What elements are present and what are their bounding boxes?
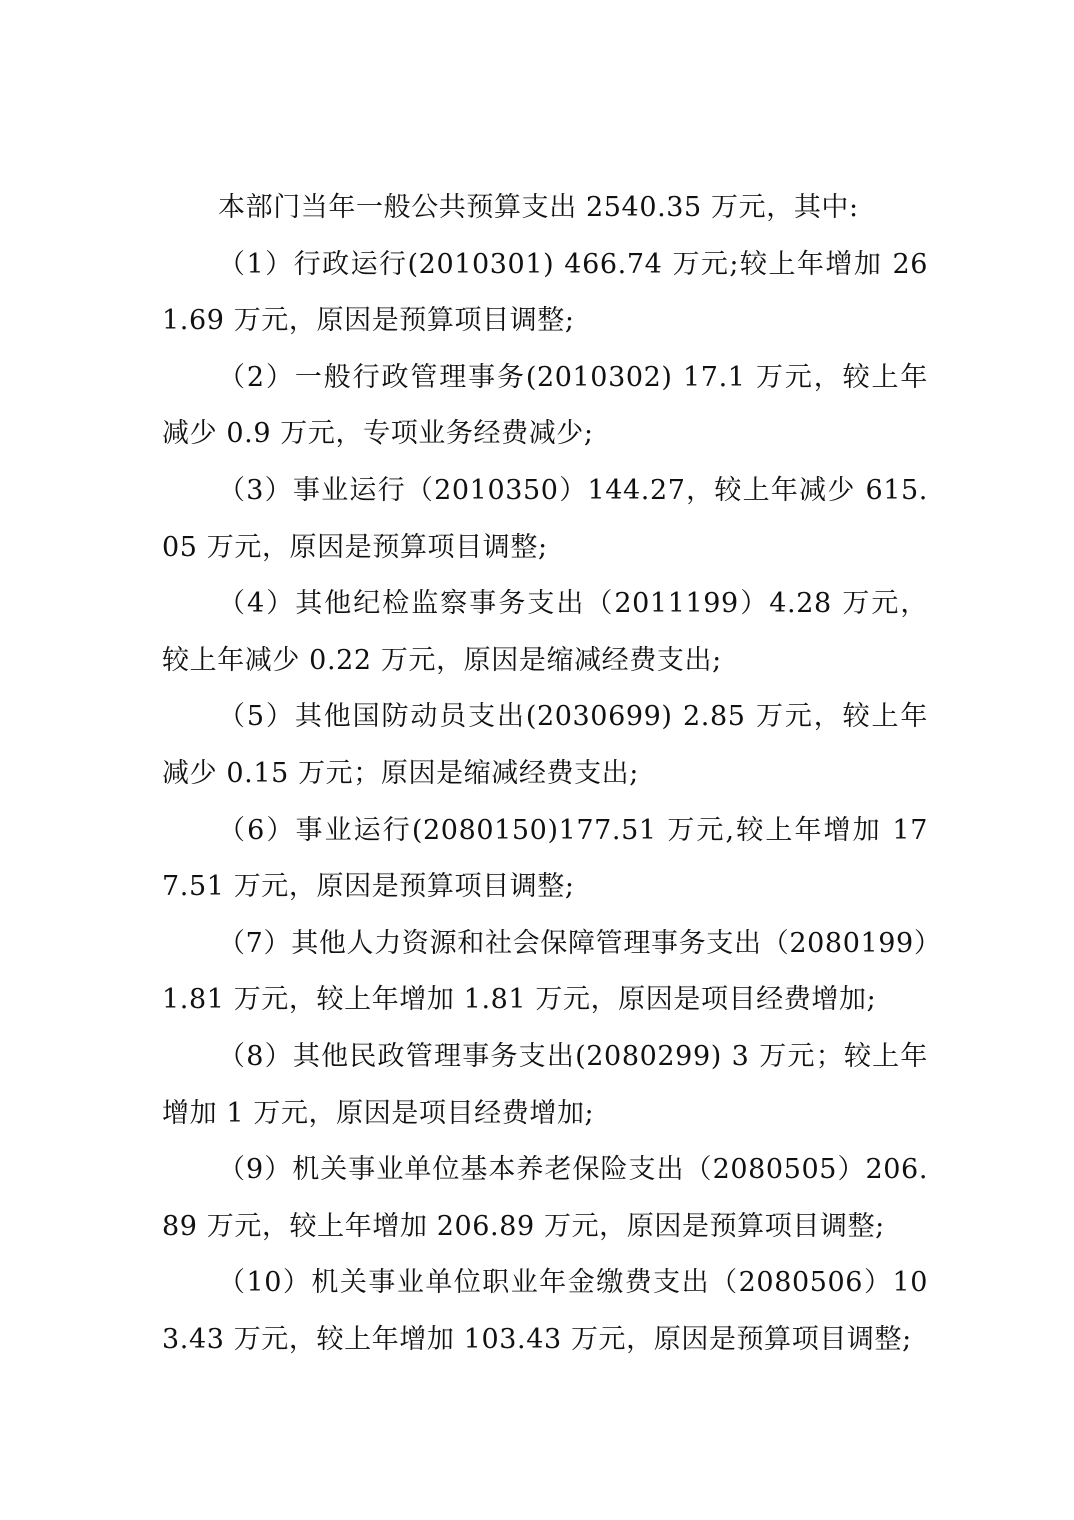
paragraph-item-2: （2）一般行政管理事务(2010302) 17.1 万元，较上年减少 0.9 万元，专项业务经费减少; [162,361,928,450]
paragraph-item-3: （3）事业运行（2010350）144.27，较上年减少 615.05 万元，原因是预算项目调整; [162,474,928,563]
paragraph-item-9: （9）机关事业单位基本养老保险支出（2080505）206.89 万元，较上年增加 206.89 万元，原因是预算项目调整; [162,1154,928,1242]
paragraph-item-8: （8）其他民政管理事务支出(2080299) 3 万元；较上年增加 1 万元，原因是项目经费增加; [162,1040,928,1129]
paragraph-item-4: （4）其他纪检监察事务支出（2011199）4.28 万元，较上年减少 0.22 万元，原因是缩减经费支出; [162,588,928,676]
paragraph-intro: 本部门当年一般公共预算支出 2540.35 万元，其中: [218,192,859,223]
paragraph-item-6: （6）事业运行(2080150)177.51 万元,较上年增加 177.51 万元，原因是预算项目调整; [162,814,928,903]
paragraph-item-1: （1）行政运行(2010301) 466.74 万元;较上年增加 261.69 万元，原因是预算项目调整; [162,248,928,337]
document-body [162,180,928,1368]
paragraph-item-5: （5）其他国防动员支出(2030699) 2.85 万元，较上年减少 0.15 万元；原因是缩减经费支出; [162,701,928,789]
paragraph-item-7: （7）其他人力资源和社会保障管理事务支出（2080199）1.81 万元，较上年增加 1.81 万元，原因是项目经费增加; [162,927,928,1016]
paragraph-item-10: （10）机关事业单位职业年金缴费支出（2080506）103.43 万元，较上年增加 103.43 万元，原因是预算项目调整; [162,1267,928,1355]
